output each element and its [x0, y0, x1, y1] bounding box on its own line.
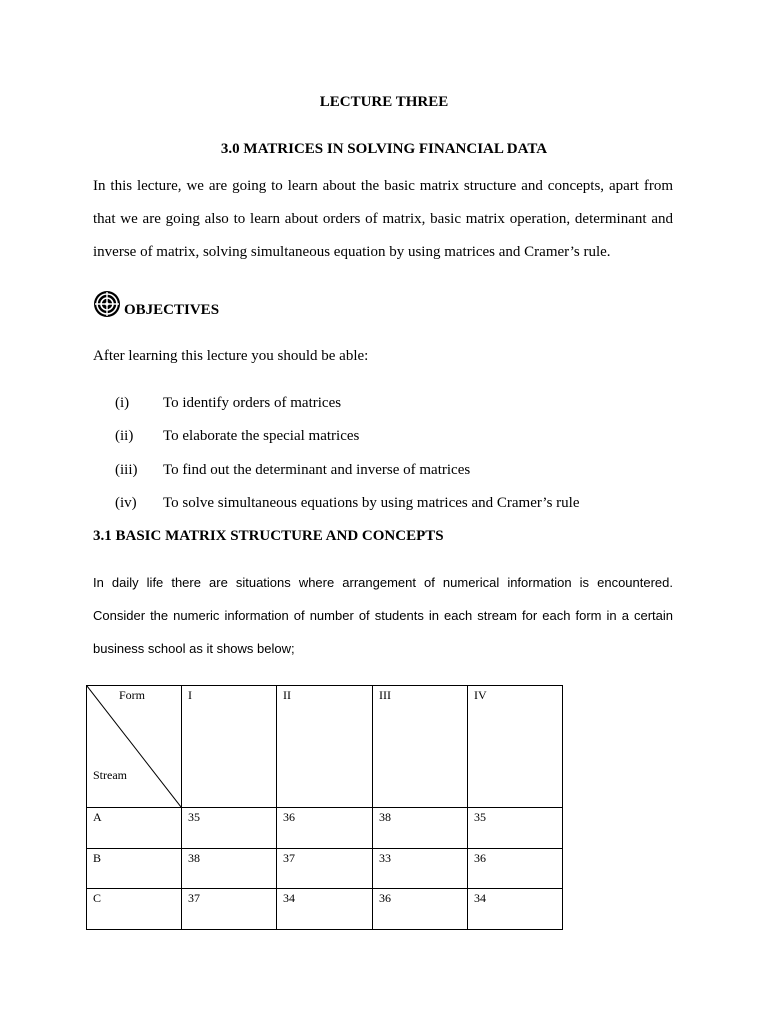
table-cell: 35	[468, 808, 563, 849]
column-header: III	[373, 686, 468, 808]
corner-label-stream: Stream	[93, 768, 127, 782]
table-cell: 36	[373, 889, 468, 930]
table-cell: 34	[468, 889, 563, 930]
column-header: IV	[468, 686, 563, 808]
table-cell: 38	[373, 808, 468, 849]
table-row	[87, 808, 563, 849]
section-31-paragraph: In daily life there are situations where arrangement of numerical information is encountered. Consider the numeric information of number of students in each stream for each form in a certain business school as it shows below;	[93, 575, 673, 656]
table-cell: 37	[182, 889, 277, 930]
column-header: I	[182, 686, 277, 808]
target-icon	[93, 290, 121, 318]
table-row	[87, 849, 563, 889]
objective-num: (i)	[115, 395, 130, 411]
table-cell: 36	[277, 808, 373, 849]
row-label: A	[87, 808, 182, 849]
row-label: B	[87, 849, 182, 889]
corner-cell	[87, 686, 182, 808]
table-row	[87, 889, 563, 930]
column-header: II	[277, 686, 373, 808]
objective-text: To solve simultaneous equations by using matrices and Cramer’s rule	[163, 495, 580, 511]
lecture-title: LECTURE THREE	[319, 94, 449, 110]
row-label: C	[87, 889, 182, 930]
table-cell: 34	[277, 889, 373, 930]
diagonal-divider	[87, 686, 181, 807]
table-cell: 35	[182, 808, 277, 849]
intro-paragraph: In this lecture, we are going to learn about the basic matrix structure and concepts, apart from that we are going also to learn about orders of matrix, basic matrix operation, determinant and inverse of matrix, solving simultaneous equation by using matrices and Cramer’s rule.	[93, 178, 673, 260]
table-header-row	[87, 686, 563, 808]
section-31-title: 3.1 BASIC MATRIX STRUCTURE AND CONCEPTS	[93, 528, 444, 544]
objective-text: To elaborate the special matrices	[163, 428, 360, 444]
objective-text: To identify orders of matrices	[163, 395, 342, 411]
objective-text: To find out the determinant and inverse of matrices	[163, 462, 471, 478]
table-cell: 37	[277, 849, 373, 889]
table-cell: 33	[373, 849, 468, 889]
objective-num: (iii)	[115, 462, 138, 478]
table-cell: 36	[468, 849, 563, 889]
corner-label-form: Form	[119, 688, 146, 702]
objective-num: (ii)	[115, 428, 134, 444]
objectives-lead: After learning this lecture you should be able:	[93, 348, 369, 364]
section-title: 3.0 MATRICES IN SOLVING FINANCIAL DATA	[220, 141, 548, 157]
students-table	[86, 685, 563, 930]
table-cell: 38	[182, 849, 277, 889]
objectives-title: OBJECTIVES	[124, 302, 220, 318]
objective-num: (iv)	[115, 495, 137, 511]
